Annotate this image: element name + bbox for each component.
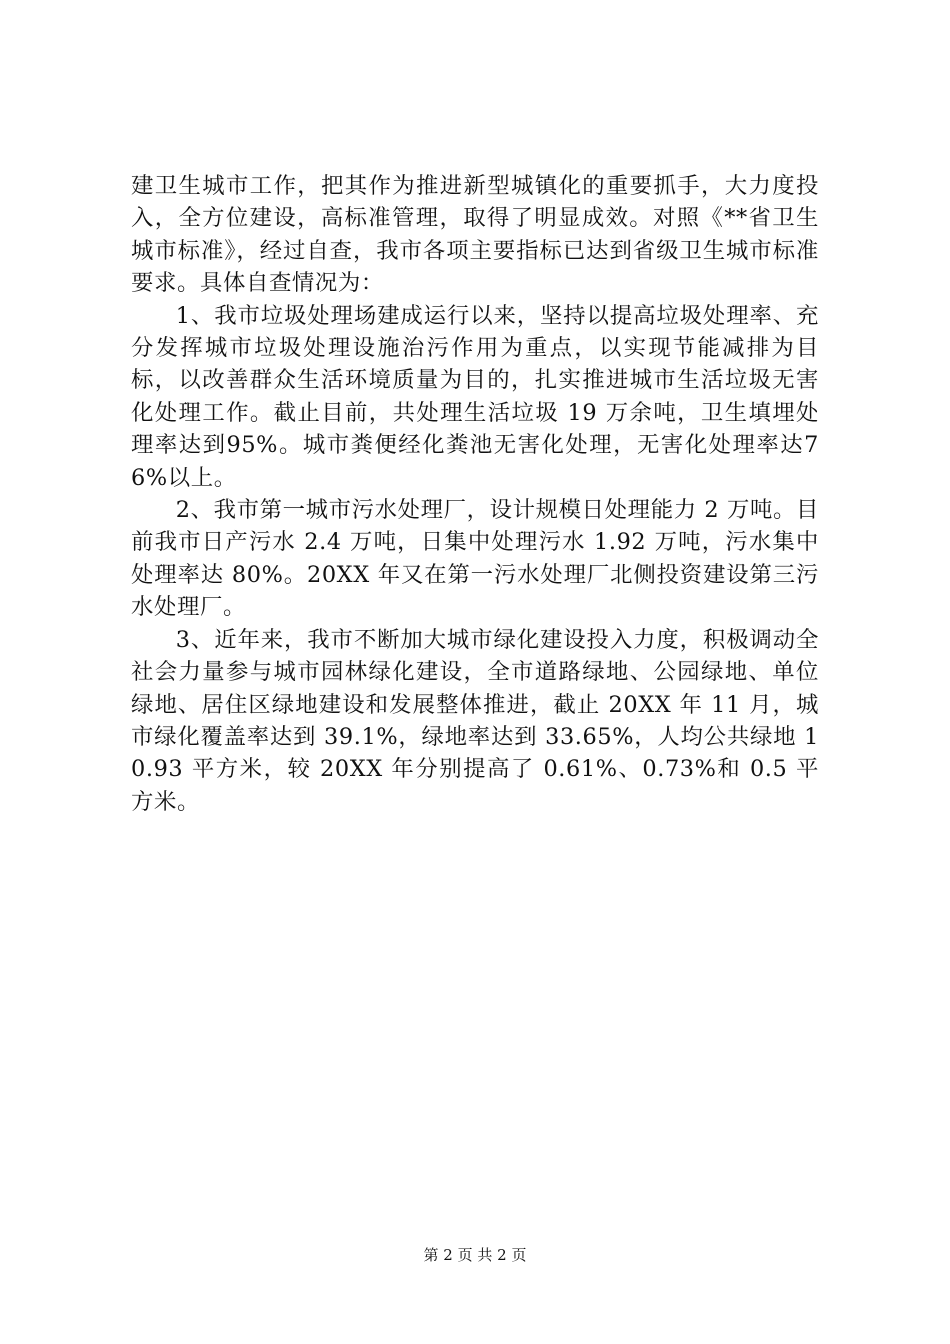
paragraph-item-1: 1、我市垃圾处理场建成运行以来，坚持以提高垃圾处理率、充分发挥城市垃圾处理设施治污作用为重点，以实现节能减排为目标，以改善群众生活环境质量为目的，扎实推进城市生活垃圾无害化处理工作。截止目前，共处理生活垃圾 19 万余吨，卫生填埋处理率达到95%。城市粪便经化粪池无害化处理，无害化处理率达76%以上。 <box>131 302 819 491</box>
paragraph-intro: 建卫生城市工作，把其作为推进新型城镇化的重要抓手，大力度投入，全方位建设，高标准管理，取得了明显成效。对照《**省卫生城市标准》，经过自查，我市各项主要指标已达到省级卫生城市标准要求。具体自查情况为： <box>131 173 819 297</box>
document-body <box>131 170 819 818</box>
page-footer: 第 2 页 共 2 页 <box>423 1246 527 1264</box>
paragraph-item-3: 3、近年来，我市不断加大城市绿化建设投入力度，积极调动全社会力量参与城市园林绿化建设，全市道路绿地、公园绿地、单位绿地、居住区绿地建设和发展整体推进，截止 20XX 年 11 月，城市绿化覆盖率达到 39.1%，绿地率达到 33.65%，人均公共绿地 10.93 平方米，较 20XX 年分别提高了 0.61%、0.73%和 0.5 平方米。 <box>131 626 819 815</box>
paragraph-item-2: 2、我市第一城市污水处理厂，设计规模日处理能力 2 万吨。目前我市日产污水 2.4 万吨，日集中处理污水 1.92 万吨，污水集中处理率达 80%。20XX 年又在第一污水处理厂北侧投资建设第三污水处理厂。 <box>131 497 819 621</box>
